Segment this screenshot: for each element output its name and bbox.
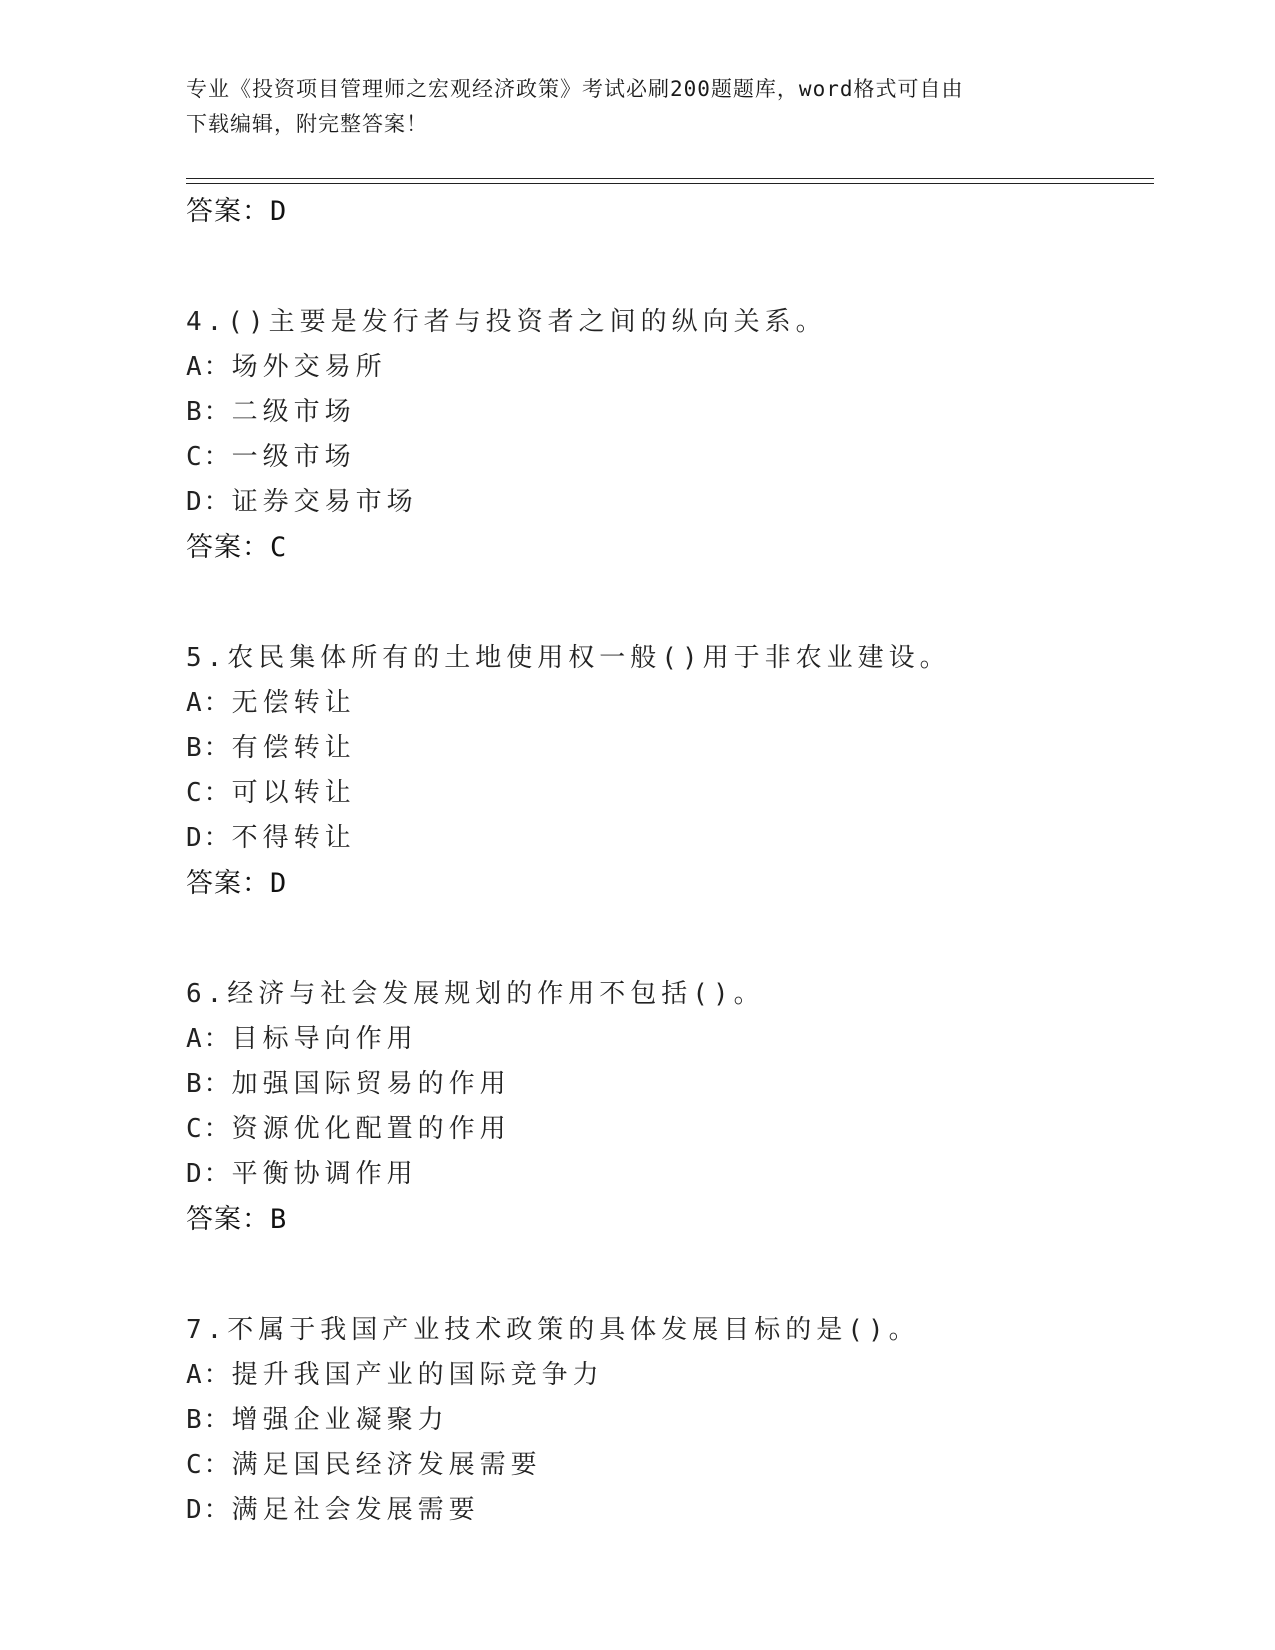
option-c (186, 1443, 1146, 1488)
option-d (186, 1488, 1146, 1533)
option-key: C： (186, 442, 232, 472)
header-divider-bottom (186, 183, 1154, 184)
answer-label: 答案： (186, 532, 270, 563)
question-text: 4.()主要是发行者与投资者之间的纵向关系。 (186, 307, 827, 337)
option-text: 不得转让 (231, 823, 356, 853)
option-key: B： (186, 733, 232, 763)
option-key: D： (186, 823, 232, 853)
question-text: 5.农民集体所有的土地使用权一般()用于非农业建设。 (186, 643, 951, 673)
question-block (186, 1308, 1146, 1533)
option-a (186, 345, 1146, 390)
header-divider-top (186, 178, 1154, 179)
option-b (186, 390, 1146, 435)
option-text: 证券交易市场 (231, 487, 418, 517)
answer-line (186, 861, 1146, 907)
option-text: 一级市场 (231, 442, 356, 472)
option-key: D： (186, 487, 232, 517)
option-c (186, 771, 1146, 816)
option-key: A： (186, 1024, 232, 1054)
option-key: D： (186, 1495, 232, 1525)
answer-label: 答案： (186, 1204, 270, 1235)
option-text: 平衡协调作用 (231, 1159, 418, 1189)
header-line-2: 下载编辑，附完整答案！ (186, 112, 428, 136)
option-text: 资源优化配置的作用 (231, 1114, 511, 1144)
question-block (186, 972, 1146, 1243)
answer-line (186, 189, 1146, 235)
answer-line (186, 525, 1146, 571)
option-c (186, 435, 1146, 480)
option-text: 有偿转让 (231, 733, 356, 763)
option-key: A： (186, 1360, 232, 1390)
option-d (186, 1152, 1146, 1197)
document-header (186, 72, 1086, 142)
option-a (186, 681, 1146, 726)
answer-label: 答案： (186, 196, 270, 227)
question-text: 7.不属于我国产业技术政策的具体发展目标的是()。 (186, 1315, 920, 1345)
option-key: C： (186, 1114, 232, 1144)
option-key: A： (186, 352, 232, 382)
option-c (186, 1107, 1146, 1152)
option-b (186, 1062, 1146, 1107)
option-b (186, 726, 1146, 771)
answer-value: C (270, 532, 288, 563)
option-b (186, 1398, 1146, 1443)
answer-value: D (270, 868, 288, 899)
question-block (186, 300, 1146, 571)
option-d (186, 480, 1146, 525)
option-key: B： (186, 1405, 232, 1435)
option-a (186, 1353, 1146, 1398)
option-key: C： (186, 778, 232, 808)
answer-label: 答案： (186, 868, 270, 899)
question-list (186, 189, 1146, 1533)
option-text: 满足国民经济发展需要 (231, 1450, 542, 1480)
option-text: 增强企业凝聚力 (231, 1405, 449, 1435)
question-block (186, 636, 1146, 907)
option-key: A： (186, 688, 232, 718)
option-text: 二级市场 (231, 397, 356, 427)
option-key: C： (186, 1450, 232, 1480)
answer-value: D (270, 196, 288, 227)
answer-value: B (270, 1204, 288, 1235)
option-key: B： (186, 1069, 232, 1099)
option-text: 目标导向作用 (231, 1024, 418, 1054)
option-text: 加强国际贸易的作用 (231, 1069, 511, 1099)
option-key: B： (186, 397, 232, 427)
option-text: 场外交易所 (231, 352, 387, 382)
option-text: 无偿转让 (231, 688, 356, 718)
option-d (186, 816, 1146, 861)
option-text: 提升我国产业的国际竞争力 (231, 1360, 604, 1390)
option-a (186, 1017, 1146, 1062)
answer-line (186, 1197, 1146, 1243)
option-key: D： (186, 1159, 232, 1189)
header-line-1: 专业《投资项目管理师之宏观经济政策》考试必刷200题题库，word格式可自由 (186, 77, 964, 101)
option-text: 可以转让 (231, 778, 356, 808)
option-text: 满足社会发展需要 (231, 1495, 480, 1525)
question-text: 6.经济与社会发展规划的作用不包括()。 (186, 979, 765, 1009)
